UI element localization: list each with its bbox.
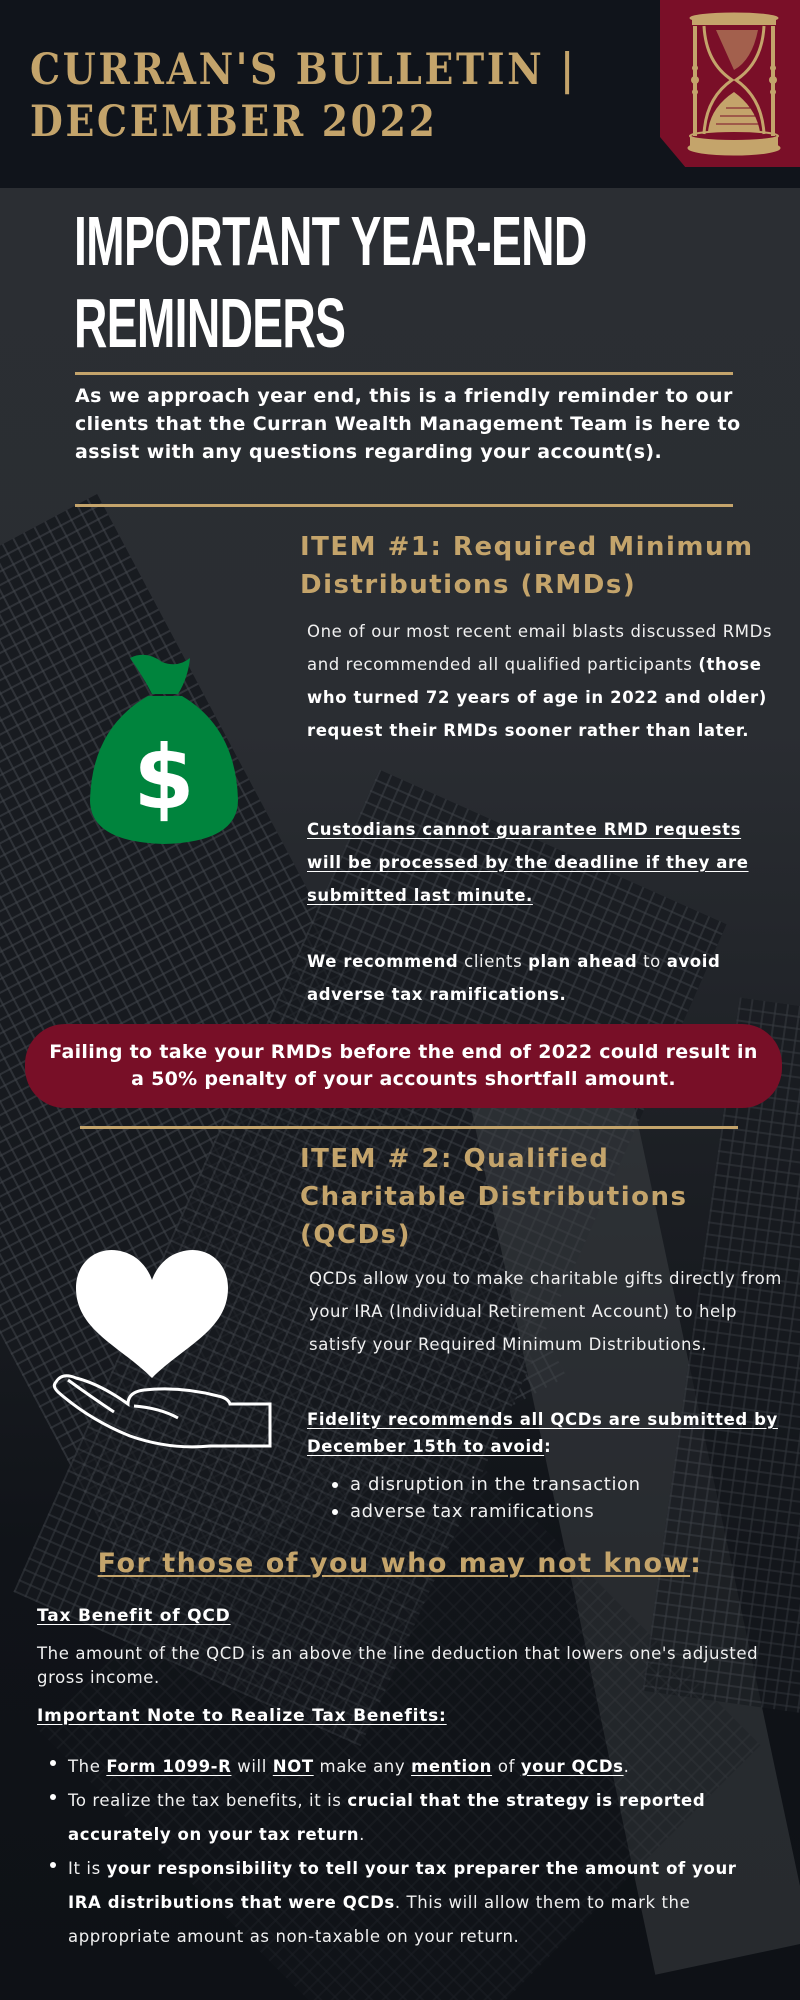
colon: : [544,1437,552,1456]
gold-divider [75,372,733,375]
gold-divider [80,1126,738,1129]
item2-heading-line2: Charitable Distributions [300,1182,688,1212]
note-part: NOT [272,1757,314,1776]
qcd-description: QCDs allow you to make charitable gifts directly from your IRA (Individual Retirement Account) to help satisfy your Required Minimum Distributions. [309,1269,782,1354]
page-title [74,200,587,364]
note-part: mention [411,1757,493,1776]
tax-benefit-text [37,1642,767,1690]
list-item [46,1750,766,1784]
note-part: crucial that the strategy is reported accurately on your tax return [68,1791,706,1844]
item1-paragraph3 [307,945,777,1011]
list-item [46,1784,766,1852]
note-part: To realize the tax benefits, it is [68,1791,348,1810]
fidelity-recommendation-text: Fidelity recommends all QCDs are submitted by December 15th to avoid [307,1410,778,1456]
bulletin-title [30,44,576,148]
p3-part: avoid adverse tax ramifications. [307,952,721,1004]
item1-p1-bold: (those who turned 72 years of age in 2022 and older) request their RMDs sooner rather than later. [307,655,767,740]
tax-benefit-paragraph: The amount of the QCD is an above the line deduction that lowers one's adjusted gross income. [37,1644,759,1687]
svg-text:$: $ [133,726,195,829]
page-title-line2: REMINDERS [74,284,346,362]
penalty-alert-text: Failing to take your RMDs before the end of 2022 could result in a 50% penalty of your accounts shortfall amount. [49,1041,758,1090]
gold-divider [75,504,733,507]
bulletin-title-line2: DECEMBER 2022 [30,97,438,147]
penalty-alert [25,1024,782,1108]
fidelity-recommendation [307,1406,787,1460]
list-item: a disruption in the transaction [328,1471,788,1498]
item1-heading [300,528,790,604]
item1-paragraph2 [307,813,777,912]
list-item [46,1852,766,1954]
note-part: make any [313,1757,412,1776]
item2-paragraph1 [309,1262,789,1361]
hourglass-icon [686,8,782,158]
note-part: . [623,1757,630,1776]
item1-heading-line2: Distributions (RMDs) [300,570,637,600]
note-part: . This will allow them to mark the appropriate amount as non-taxable on your return. [68,1893,691,1946]
note-part: Form 1099-R [106,1757,232,1776]
item2-heading [300,1140,790,1254]
item1-p1-plain: One of our most recent email blasts discussed RMDs and recommended all qualified participants [307,622,773,674]
note-part: your responsibility to tell your tax preparer the amount of your IRA distributions that were QCDs [68,1859,737,1912]
avoid-list [328,1471,788,1525]
note-part: The [68,1757,107,1776]
item2-heading-line1: ITEM # 2: Qualified [300,1144,610,1174]
intro-paragraph: As we approach year end, this is a friendly reminder to our clients that the Curran Wealth Management Team is here to assist with any questions regarding your account(s). [75,385,741,463]
bulletin-header [0,0,800,188]
list-item: adverse tax ramifications [328,1498,788,1525]
p3-part: to [637,952,667,971]
p3-part: clients [458,952,529,971]
item1-heading-line1: ITEM #1: Required Minimum [300,532,754,562]
note-part: your QCDs [520,1757,624,1776]
note-part: will [231,1757,273,1776]
p3-part: plan ahead [528,952,638,971]
tax-notes-list [46,1750,766,1954]
important-note-heading: Important Note to Realize Tax Benefits: [37,1706,447,1726]
money-bag-icon [86,650,242,846]
bulletin-title-line1: CURRAN'S BULLETIN | [30,45,577,95]
p3-part: We recommend [307,952,459,971]
know-section-title [0,1548,800,1579]
note-part: of [492,1757,521,1776]
tax-benefit-heading: Tax Benefit of QCD [37,1606,231,1626]
note-part: It is [68,1859,107,1878]
colon: : [690,1548,703,1579]
item1-paragraph1 [307,615,777,747]
page-title-line1: IMPORTANT YEAR-END [74,202,587,280]
know-title-text: For those of you who may not know [97,1548,691,1579]
note-part: . [359,1825,366,1844]
logo-ribbon [660,0,800,167]
heart-in-hand-icon [50,1246,274,1450]
custodian-warning: Custodians cannot guarantee RMD requests will be processed by the deadline if they are submitted last minute. [307,820,749,905]
item2-heading-line3: (QCDs) [300,1220,412,1250]
